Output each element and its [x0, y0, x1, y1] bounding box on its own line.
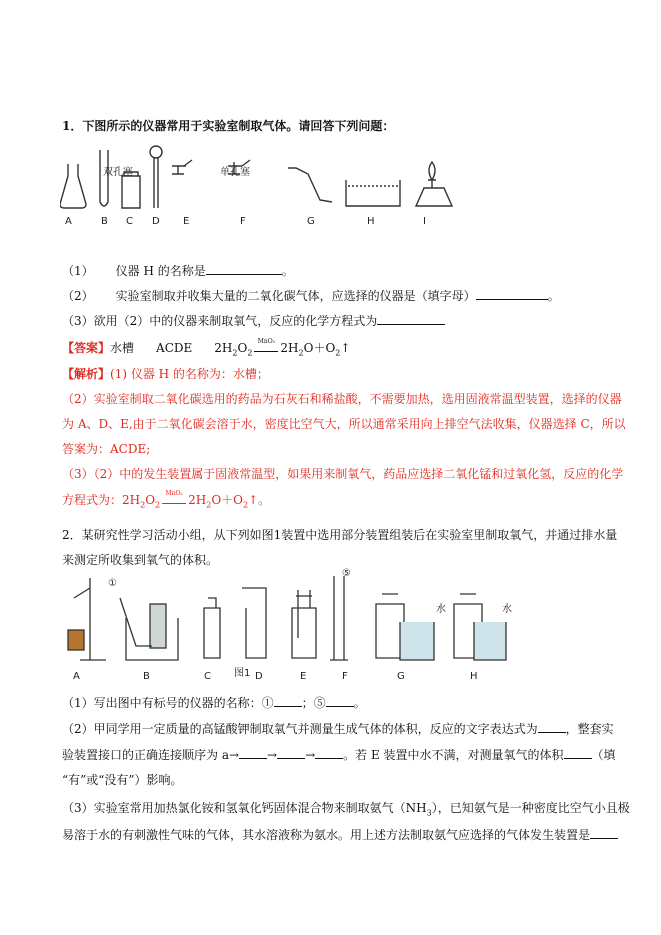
stopper-one-label: 单孔塞 — [220, 167, 250, 178]
q1-label-e: E — [183, 216, 190, 227]
answer-blank-q2-5[interactable] — [277, 746, 305, 759]
water-trough-icon — [346, 180, 400, 206]
answer-blank-q2-1[interactable] — [274, 694, 302, 707]
bottle-c-icon — [204, 598, 220, 658]
test-tube-icon — [100, 150, 108, 206]
cylinder-icon — [330, 576, 348, 660]
q2-label-h: H — [470, 671, 478, 682]
q2-water-g: 水 — [436, 604, 446, 615]
q1-analysis-2a: （2）实验室制取二氧化碳选用的药品为石灰石和稀盐酸，不需要加热，选用固液常温型装置，选择的仪器 — [62, 392, 622, 406]
alcohol-lamp-icon — [416, 180, 452, 206]
q1-label-f: F — [240, 216, 246, 227]
q2-label-a: A — [73, 671, 80, 682]
q2-sub3-line1: （3）实验室常用加热氯化铵和氢氧化钙固体混合物来制取氨气$(NH_3)$，已知氨气是一种密度比空气小且极 — [62, 801, 630, 818]
answer-blank-q2-6[interactable] — [315, 746, 343, 759]
q2-sub3-line2: 易溶于水的有刺激性气味的气体，其水溶液称为氨水。用上述方法制取氨气应选择的气体发生装置是 — [62, 826, 618, 843]
answer-blank-2[interactable] — [476, 287, 548, 300]
q2-sub1: （1）写出图中有标号的仪器的名称：① ；⑤ 。 — [62, 696, 366, 710]
answer-blank-q2-4[interactable] — [239, 746, 267, 759]
q1-label-c: C — [126, 216, 133, 227]
q2-label-e: E — [300, 671, 307, 682]
figure-caption: 图1 — [234, 668, 251, 679]
funnel-icon — [150, 146, 162, 158]
q1-analysis-2b: 为 A、D、E,由于二氧化碳会溶于水，密度比空气大，所以通常采用向上排空气法收集，仪器选择 C，所以 — [62, 417, 626, 431]
q2-sub2-line2: 验装置接口的正确连接顺序为 a→ → → 。若 E 装置中水不满，对测量氧气的体积 （填 — [62, 748, 616, 762]
q1-answer: 【答案】水槽 ACDE $2H_2O_2$ MnO₂ $2H_2O+O_2↑$ — [62, 338, 351, 358]
q1-label-g: G — [307, 216, 315, 227]
q2-label-b: B — [143, 671, 150, 682]
q1-label-a: A — [65, 216, 72, 227]
q1-sub2: （2） 实验室制取并收集大量的二氧化碳气体，应选择的仪器是（填字母） 。 — [62, 289, 560, 303]
answer-blank-q2-3[interactable] — [538, 720, 566, 733]
q2-label-g: G — [397, 671, 405, 682]
lamp-icon — [68, 630, 84, 650]
answer-blank-3[interactable] — [377, 312, 445, 325]
q1-analysis-1: 【解析】(1) 仪器 H 的名称为：水槽； — [62, 367, 269, 381]
q2-water-h: 水 — [502, 604, 512, 615]
q1-label-i: I — [423, 216, 426, 227]
bent-tube-icon — [288, 168, 332, 202]
q1-label-d: D — [152, 216, 160, 227]
bottle-d-icon — [242, 588, 266, 658]
q2-label-c: C — [204, 671, 211, 682]
conical-flask-icon — [60, 164, 86, 208]
q1-intro: 1．下图所示的仪器常用于实验室制取气体。请回答下列问题： — [62, 119, 395, 133]
answer-blank-1[interactable] — [206, 262, 282, 275]
q2-sub2-line3: “有”或“没有”）影响。 — [62, 773, 183, 787]
answer-blank-q2-8[interactable] — [590, 826, 618, 839]
q2-intro-a: 2．某研究性学习活动小组，从下列如图1装置中选用部分装置组装后在实验室里制取氧气，并通过排水量 — [62, 528, 618, 542]
q2-num-1: ① — [108, 578, 117, 589]
q2-sub2-line1: （2）甲同学用一定质量的高锰酸钾制取氧气并测量生成气体的体积，反应的文字表达式为 ，整套实 — [62, 722, 614, 736]
answer-blank-q2-7[interactable] — [564, 746, 592, 759]
q2-label-f: F — [342, 671, 348, 682]
q2-label-d: D — [255, 671, 263, 682]
q1-analysis-2c: 答案为：ACDE; — [62, 442, 151, 456]
q1-label-b: B — [101, 216, 108, 227]
q2-apparatus-figure — [60, 568, 510, 668]
q1-analysis-3a: （3）（2）中的发生装置属于固液常温型，如果用来制氧气，药品应选择二氧化锰和过氧化氢，反应的化学 — [62, 467, 624, 481]
q1-sub1: （1） 仪器 H 的名称是 。 — [62, 264, 294, 278]
q1-sub3: （3）欲用（2）中的仪器来制取氧气，反应的化学方程式为 — [62, 312, 445, 329]
q1-label-h: H — [367, 216, 375, 227]
double-stopper-icon — [172, 166, 186, 174]
stopper-two-label: 双孔塞 — [103, 167, 133, 178]
washing-bottle-icon — [292, 590, 316, 658]
answer-blank-q2-2[interactable] — [326, 694, 354, 707]
q1-analysis-3b: 方程式为：$2H_2O_2$ MnO₂ $2H_2O+O_2↑$。 — [62, 490, 271, 510]
q2-intro-b: 来测定所收集到氧气的体积。 — [62, 553, 219, 567]
q2-num-5: ⑤ — [342, 568, 351, 579]
